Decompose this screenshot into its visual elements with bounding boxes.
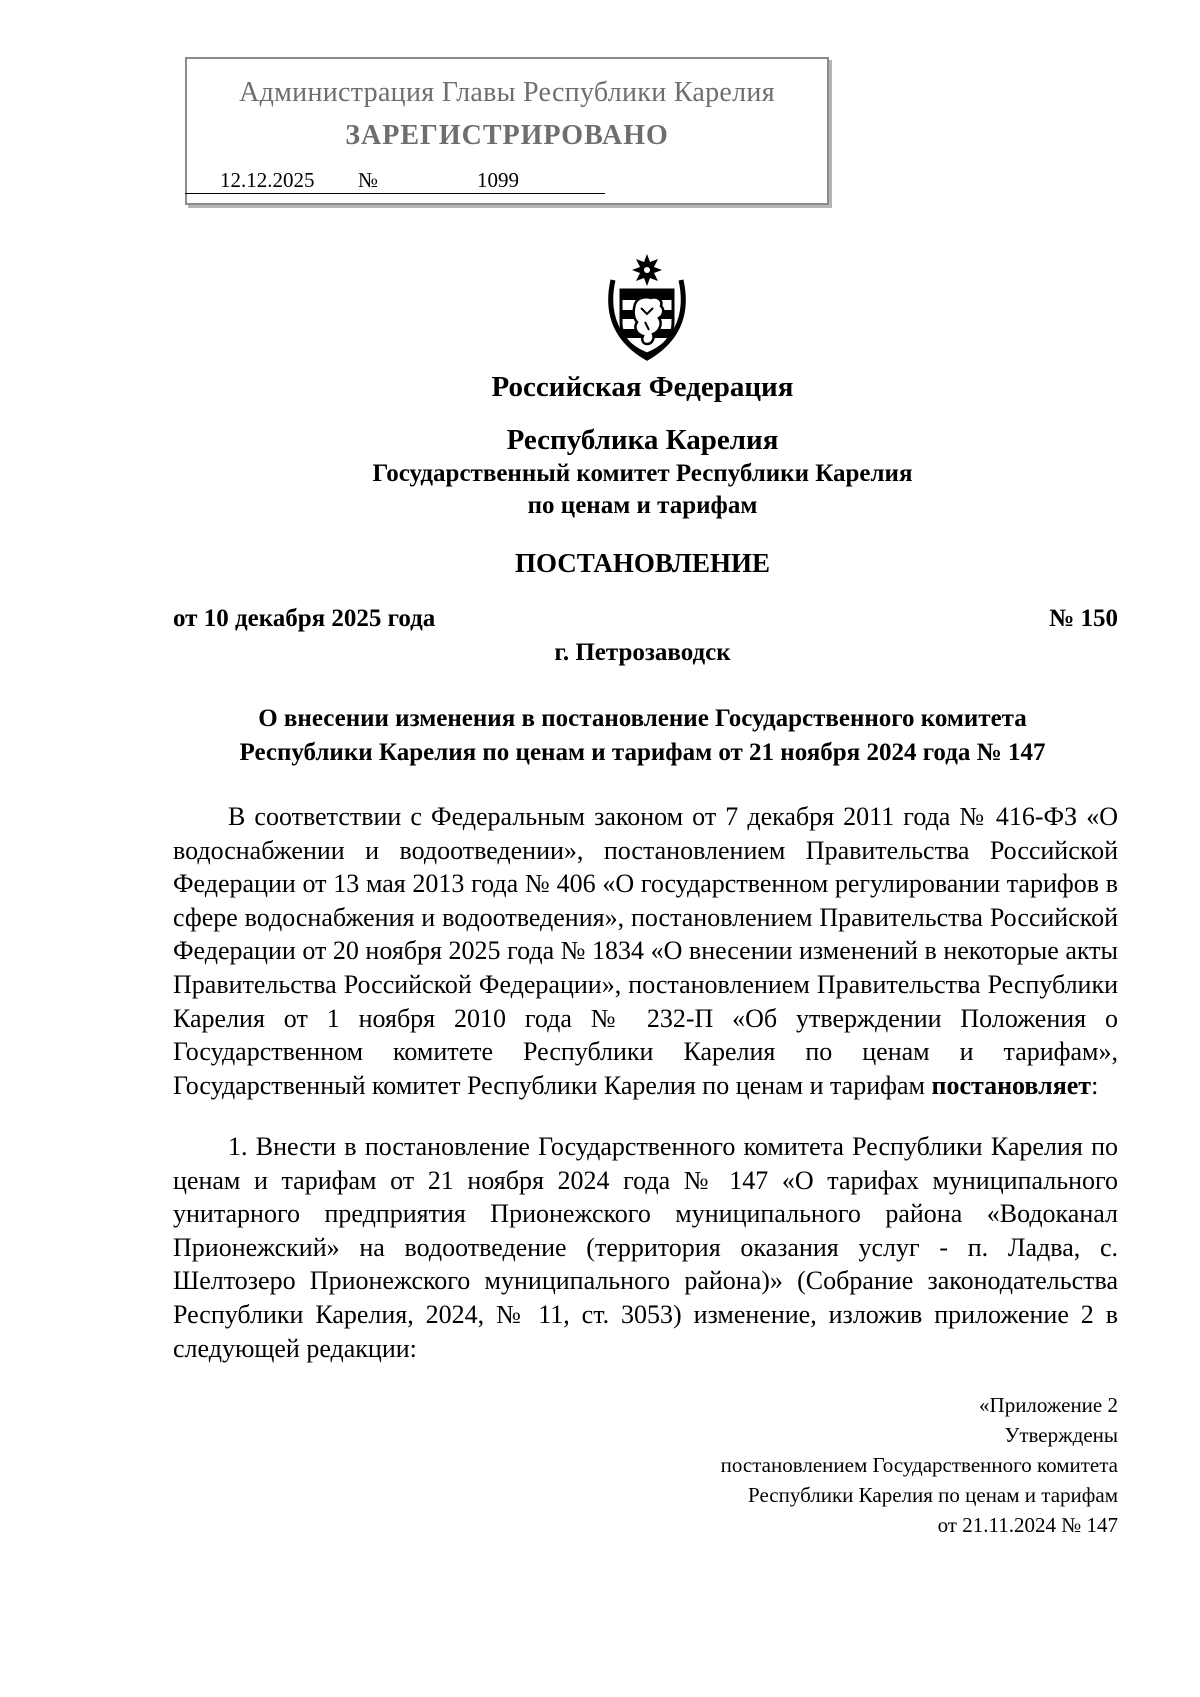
appendix-line3: постановлением Государственного комитета [720, 1453, 1118, 1477]
document-city: г. Петрозаводск [554, 639, 731, 666]
country-title: Российская Федерация [491, 371, 794, 403]
stamp-title: Администрация Главы Республики Карелия [239, 77, 775, 108]
appendix-line1: «Приложение 2 [979, 1393, 1118, 1417]
document-date: от 10 декабря 2025 года [173, 605, 436, 632]
subject-line1: О внесении изменения в постановление Государственного комитета [258, 705, 1027, 732]
coat-of-arms-icon [601, 252, 693, 362]
paragraph-1-end: : [1091, 1070, 1099, 1100]
appendix-line5: от 21.11.2024 № 147 [937, 1513, 1118, 1537]
body-paragraph-2: 1. Внести в постановление Государственного комитета Республики Карелия по ценам и тарифам от 21 ноября 2024 года № 147 «О тарифах муниципального унитарного предприятия Прионежского муниципального района «Водоканал Прионежский» на водоотведение (территория оказания услуг - п. Ладва, с. Шелтозеро Прионежского муниципального района)» (Собрание законодательства Республики Карелия, 2024, № 11, ст. 3053) изменение, изложив приложение 2 в следующей редакции: [173, 1132, 1118, 1363]
document-number: № 150 [1049, 605, 1118, 632]
republic-title: Республика Карелия [506, 424, 779, 456]
committee-title-line2: по ценам и тарифам [527, 492, 758, 519]
body-paragraph-1 [173, 800, 1118, 1102]
appendix-block [598, 1390, 1118, 1540]
paragraph-1-bold: постановляет [931, 1070, 1092, 1100]
stamp-number: 1099 [477, 168, 519, 192]
stamp-date: 12.12.2025 [220, 168, 315, 192]
subject-line2: Республики Карелия по ценам и тарифам от 21 ноября 2024 года № 147 [239, 739, 1046, 766]
committee-title-line1: Государственный комитет Республики Карелия [372, 460, 913, 487]
appendix-line2: Утверждены [1004, 1423, 1118, 1447]
paragraph-1-text: В соответствии с Федеральным законом от 7 декабря 2011 года № 416-ФЗ «О водоснабжении и водоотведении», постановлением Правительства Российской Федерации от 13 мая 2013 года № 406 «О государственном регулировании тарифов в сфере водоснабжения и водоотведения», постановлением Правительства Российской Федерации от 20 ноября 2025 года № 1834 «О внесении изменений в некоторые акты Правительства Российской Федерации», постановлением Правительства Республики Карелия от 1 ноября 2010 года № 232-П «Об утверждении Положения о Государственном комитете Республики Карелия по ценам и тарифам», Государственный комитет Республики Карелия по ценам и тарифам [173, 802, 1118, 1100]
stamp-underline [185, 193, 605, 194]
document-type: ПОСТАНОВЛЕНИЕ [514, 548, 771, 578]
stamp-status: ЗАРЕГИСТРИРОВАНО [345, 120, 669, 151]
stamp-number-sign: № [358, 168, 379, 192]
appendix-line4: Республики Карелия по ценам и тарифам [748, 1483, 1118, 1507]
